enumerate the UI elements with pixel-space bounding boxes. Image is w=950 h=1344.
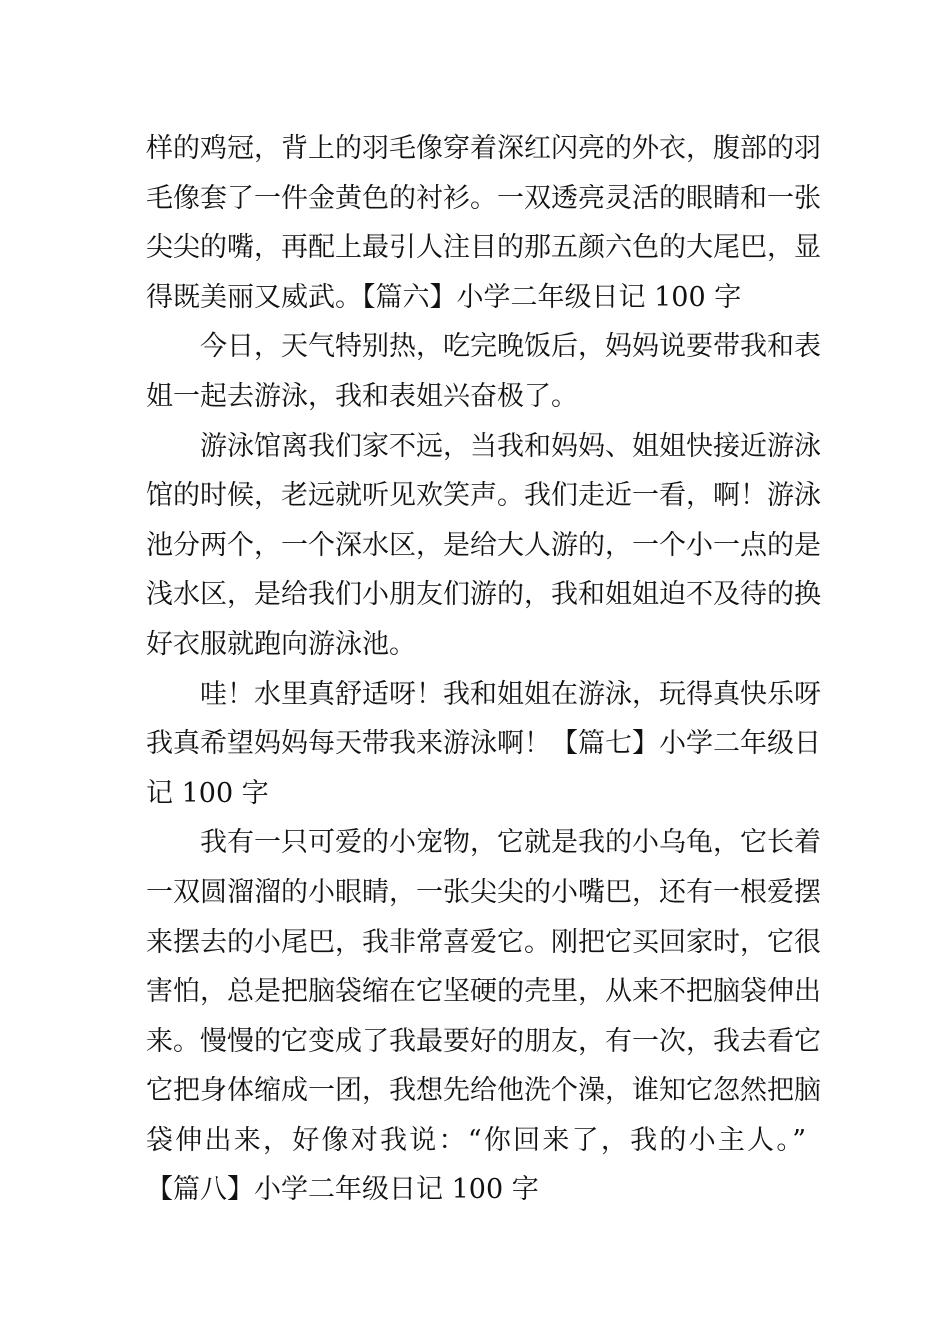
text-line: 样的鸡冠，背上的羽毛像穿着深红闪亮的外衣，腹部的羽 — [146, 133, 821, 164]
document-body — [146, 124, 821, 1215]
text-line: 我真希望妈妈每天带我来游泳啊！【篇七】小学二年级日 — [146, 728, 821, 760]
text-line: 一双圆溜溜的小眼睛，一张尖尖的小嘴巴，还有一根爱摆 — [146, 876, 821, 908]
text-line: 袋伸出来，好像对我说：“你回来了，我的小主人。” — [146, 1124, 806, 1156]
text-line: 游泳馆离我们家不远，当我和妈妈、姐姐快接近游泳 — [200, 430, 821, 462]
text-line: 馆的时候，老远就听见欢笑声。我们走近一看，啊！游泳 — [146, 480, 821, 512]
text-line: 池分两个，一个深水区，是给大人游的，一个小一点的是 — [146, 529, 821, 561]
text-line: 哇！水里真舒适呀！我和姐姐在游泳，玩得真快乐呀 — [200, 678, 821, 710]
text-line: 我有一只可爱的小宠物，它就是我的小乌龟，它长着 — [200, 827, 821, 859]
text-line: 浅水区，是给我们小朋友们游的，我和姐姐迫不及待的换 — [146, 579, 821, 611]
text-line: 它把身体缩成一团，我想先给他洗个澡，谁知它忽然把脑 — [146, 1075, 821, 1107]
text-line: 来。慢慢的它变成了我最要好的朋友，有一次，我去看它 — [146, 1025, 821, 1057]
text-line: 毛像套了一件金黄色的衬衫。一双透亮灵活的眼睛和一张 — [146, 182, 821, 214]
text-line: 尖尖的嘴，再配上最引人注目的那五颜六色的大尾巴，显 — [146, 232, 821, 264]
text-line: 记 100 字 — [146, 777, 269, 809]
text-line: 今日，天气特别热，吃完晚饭后，妈妈说要带我和表 — [200, 331, 821, 363]
text-line: 【篇八】小学二年级日记 100 字 — [146, 1174, 539, 1206]
text-line: 得既美丽又威武。【篇六】小学二年级日记 100 字 — [146, 281, 742, 313]
text-line: 姐一起去游泳，我和表姐兴奋极了。 — [146, 380, 578, 412]
text-line: 来摆去的小尾巴，我非常喜爱它。刚把它买回家时，它很 — [146, 926, 821, 958]
text-line: 害怕，总是把脑袋缩在它坚硬的壳里，从来不把脑袋伸出 — [146, 976, 821, 1008]
text-line: 好衣服就跑向游泳池。 — [146, 628, 416, 660]
